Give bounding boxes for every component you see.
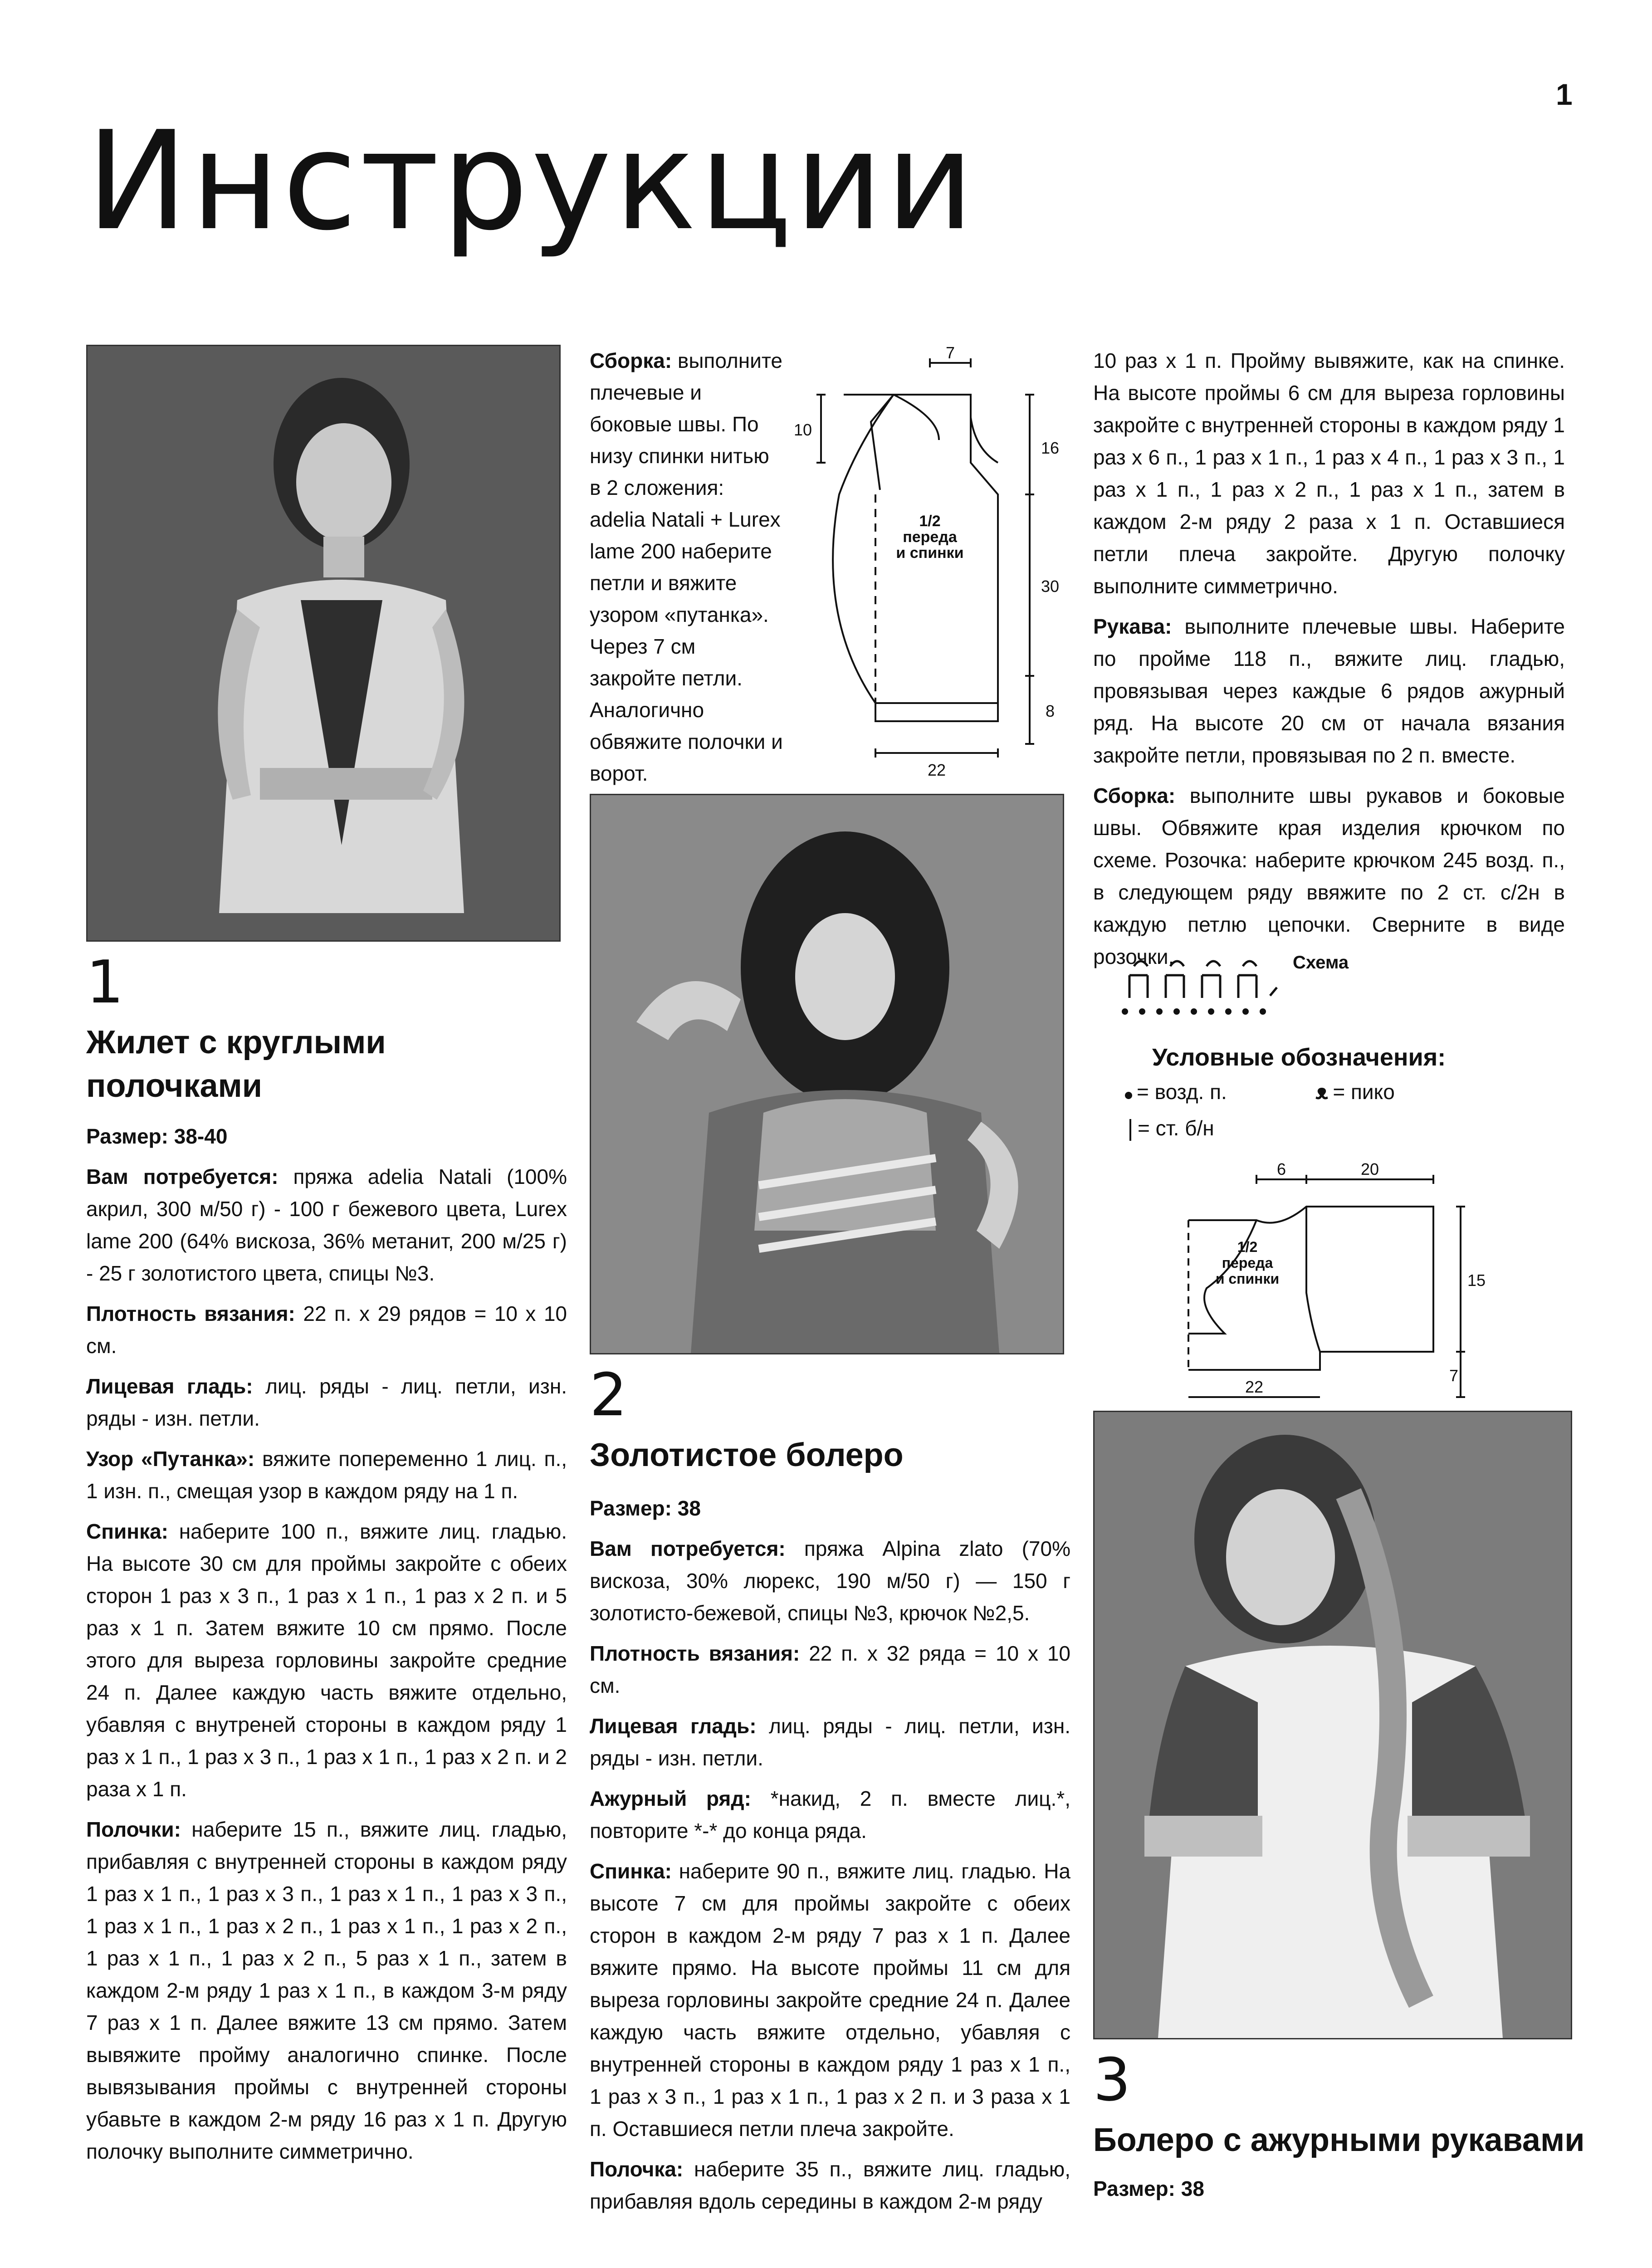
diagram-1-dim-left: 10 xyxy=(793,420,812,439)
diagram-1-dim-bottom: 22 xyxy=(927,761,946,779)
item-2-text xyxy=(590,1492,1070,2226)
chain-dot-icon xyxy=(1125,1092,1132,1099)
diagram-2-label-line3: и спинки xyxy=(1215,1271,1280,1287)
item-2-lace-text: *накид, 2 п. вместе лиц.*, повторите *-* до конца ряда. xyxy=(590,1787,1070,1843)
item-1-density-text: 22 п. х 29 рядов = 10 х 10 см. xyxy=(86,1302,567,1358)
diagram-1-label-line2: переда xyxy=(903,528,957,546)
picot-icon: ᴥ xyxy=(1315,1080,1329,1104)
page-number: 1 xyxy=(1556,78,1573,111)
legend-sc-text: = ст. б/н xyxy=(1138,1116,1214,1140)
photo-gold-bolero xyxy=(590,794,1064,1354)
item-3-size-value: 38 xyxy=(1175,2177,1204,2200)
diagram-1-dim-top: 7 xyxy=(945,345,955,362)
item-3-size-label: Размер: xyxy=(1093,2177,1175,2200)
item-1-text xyxy=(86,1120,567,2176)
item-2-number: 2 xyxy=(590,1360,627,1429)
item-2-density-text: 22 п. х 32 ряда = 10 х 10 см. xyxy=(590,1642,1071,1697)
item-2-front-continued: 10 раз х 1 п. Пройму вывяжите, как на спинке. На высоте проймы 6 см для выреза горловины закройте с внутренней стороны в каждом ряду 1 раз х 6 п., 1 раз х 1 п., 1 раз х 4 п., 1 раз х 3 п., 1 раз х 1 п., 1 раз х 2 п., 1 раз х 1 п., затем в каждом 2-м ряду 2 раза х 1 п. Оставшиеся петли плеча закройте. Другую полочку выполните симметрично. xyxy=(1093,349,1565,598)
item-2-sleeves-text: выполните плечевые швы. Наберите по пройме 118 п., вяжите лиц. гладью, провязывая через каждые 6 рядов ажурный ряд. На высоте 20 см от начала вязания закройте петли, провязывая по 2 п. вместе. xyxy=(1093,615,1565,767)
diagram-2-dim-top-left: 6 xyxy=(1276,1160,1286,1178)
item-1-title-line1: Жилет с круглыми xyxy=(86,1024,386,1061)
diagram-1-dim-right-upper: 16 xyxy=(1041,439,1060,457)
item-1-number: 1 xyxy=(86,948,124,1017)
diagram-1-label-line1: 1/2 xyxy=(919,513,941,530)
legend-sc xyxy=(1129,1116,1214,1141)
single-crochet-icon xyxy=(1129,1119,1131,1141)
page-title: Инструкции xyxy=(86,102,977,260)
diagram-1-dim-right-lower: 8 xyxy=(1045,702,1055,720)
item-1-size-value: 38-40 xyxy=(168,1124,228,1148)
diagram-1-label-line3: и спинки xyxy=(896,544,964,562)
diagram-2-dim-right-lower: 7 xyxy=(1449,1366,1459,1385)
diagram-2-dim-top-right: 20 xyxy=(1360,1160,1379,1178)
item-1-fronts-text: наберите 15 п., вяжите лиц. гладью, прибавляя с внутренней стороны в каждом ряду 1 раз х 1 п., 1 раз х 3 п., 1 раз х 1 п., 1 раз х 3 п., 1 раз х 1 п., 1 раз х 2 п., 1 раз х 1 п., 1 раз х 2 п., 1 раз х 1 п., 1 раз х 2 п., 5 раз х 1 п., затем в каждом 2-м ряду 1 раз х 1 п., в каждом 3-м ряду 7 раз х 1 п. Далее вяжите 13 см прямо. Затем вывяжите пройму аналогично спинке. После вывязывания проймы с внутренней стороны убавьте в каждом 2-м ряду 16 раз х 1 п. Другую полочку выполните симметрично. xyxy=(86,1818,567,2163)
item-2-back-label: Спинка: xyxy=(590,1859,672,1883)
photo-lace-sleeve-bolero xyxy=(1093,1411,1572,2039)
item-2-size-label: Размер: xyxy=(590,1496,672,1520)
item-2-front-text: наберите 35 п., вяжите лиц. гладью, прибавляя вдоль середины в каждом 2-м ряду xyxy=(590,2157,1070,2213)
item-2-continued xyxy=(1093,345,1565,981)
item-1-title-line2: полочками xyxy=(86,1068,263,1104)
schema-label: Схема xyxy=(1293,953,1349,973)
item-1-pattern-label: Узор «Путанка»: xyxy=(86,1447,255,1471)
item-1-fronts-label: Полочки: xyxy=(86,1818,181,1841)
photo-gold-bolero-illustration xyxy=(591,795,1063,1353)
item-1-stockinette-text: лиц. ряды - лиц. петли, изн. ряды - изн. петли. xyxy=(86,1374,567,1430)
item-2-materials-label: Вам потребуется: xyxy=(590,1537,786,1560)
diagram-bolero-pattern xyxy=(1179,1157,1488,1406)
crochet-schema xyxy=(1116,948,1297,1021)
item-1-assembly xyxy=(590,345,785,797)
item-1-pattern-text: вяжите попеременно 1 лиц. п., 1 изн. п., смещая узор в каждом ряду на 1 п. xyxy=(86,1447,567,1503)
item-1-materials-label: Вам потребуется: xyxy=(86,1165,279,1188)
item-1-title xyxy=(86,1021,567,1108)
photo-lace-sleeve-bolero-illustration xyxy=(1095,1412,1571,2038)
item-1-assembly-text: выполните плечевые и боковые швы. По низу спинки нитью в 2 сложения: adelia Natali + Lurex lame 200 наберите петли и вяжите узором «путанка». Через 7 см закройте петли. Аналогично обвяжите полочки и ворот. xyxy=(590,349,783,785)
item-2-front-label: Полочка: xyxy=(590,2157,684,2181)
item-2-stockinette-text: лиц. ряды - лиц. петли, изн. ряды - изн. петли. xyxy=(590,1714,1071,1770)
diagram-1-dim-right-mid: 30 xyxy=(1041,577,1060,596)
diagram-2-label-line2: переда xyxy=(1222,1255,1273,1271)
photo-vest xyxy=(86,345,561,942)
item-2-materials-text: пряжа Alpina zlato (70% вискоза, 30% люрекс, 190 м/50 г) — 150 г золотисто-бежевой, спицы №3, крючок №2,5. xyxy=(590,1537,1070,1625)
item-3-title: Болеро с ажурными рукавами xyxy=(1093,2122,1585,2158)
item-2-size-value: 38 xyxy=(671,1496,701,1520)
item-2-title: Золотистое болеро xyxy=(590,1437,904,1473)
item-1-back-label: Спинка: xyxy=(86,1520,168,1543)
diagram-2-label-line1: 1/2 xyxy=(1237,1239,1258,1255)
photo-vest-illustration xyxy=(88,346,559,940)
legend-picot xyxy=(1315,1080,1395,1104)
legend-chain-text: = возд. п. xyxy=(1137,1080,1227,1104)
item-2-assembly-text: выполните швы рукавов и боковые швы. Обвяжите края изделия крючком по схеме. Розочка: наберите крючком 245 возд. п., в следующем ряду ввяжите по 2 ст. с/2н в каждую петлю цепочки. Сверните в виде розочки. xyxy=(1093,784,1565,968)
legend-title: Условные обозначения: xyxy=(1152,1044,1446,1071)
item-2-density-label: Плотность вязания: xyxy=(590,1642,800,1665)
item-2-back-text: наберите 90 п., вяжите лиц. гладью. На высоте 7 см для проймы закройте с обеих сторон в каждом 2-м ряду 7 раз х 1 п. Далее вяжите прямо. На высоте проймы 11 см для выреза горловины закройте средние 24 п. Далее каждую часть вяжите отдельно, убавляя с внутренней стороны в каждом ряду 1 раз х 1 п., 1 раз х 3 п., 1 раз х 1 п., 1 раз х 2 п. и 3 раза х 1 п. Оставшиеся петли плеча закройте. xyxy=(590,1859,1070,2141)
item-1-stockinette-label: Лицевая гладь: xyxy=(86,1374,253,1398)
item-3-text xyxy=(1093,2173,1565,2213)
item-3-number: 3 xyxy=(1093,2045,1131,2114)
diagram-2-dim-bottom: 22 xyxy=(1245,1378,1264,1396)
item-1-assembly-label: Сборка: xyxy=(590,349,672,372)
item-1-back-text: наберите 100 п., вяжите лиц. гладью. На высоте 30 см для проймы закройте с обеих сторон 1 раз х 3 п., 1 раз х 1 п., 1 раз х 2 п. и 5 раз х 1 п. Затем вяжите 10 см прямо. После этого для выреза горловины закройте средние 24 п. Далее каждую часть вяжите отдельно, убавляя с внутреней стороны в каждом ряду 1 раз х 1 п., 1 раз х 3 п., 1 раз х 1 п., 1 раз х 2 п. и 2 раза х 1 п. xyxy=(86,1520,567,1801)
legend-picot-text: = пико xyxy=(1333,1080,1395,1104)
item-1-materials-text: пряжа adelia Natali (100% акрил, 300 м/50 г) - 100 г бежевого цвета, Lurex lame 200 (64% вискоза, 36% метанит, 200 м/25 г) - 25 г золотистого цвета, спицы №3. xyxy=(86,1165,567,1285)
legend-chain xyxy=(1125,1080,1227,1104)
item-2-sleeves-label: Рукава: xyxy=(1093,615,1172,638)
item-2-stockinette-label: Лицевая гладь: xyxy=(590,1714,757,1738)
diagram-vest-pattern xyxy=(789,345,1070,780)
item-2-assembly-label: Сборка: xyxy=(1093,784,1176,807)
diagram-2-dim-right-upper: 15 xyxy=(1467,1271,1486,1290)
item-2-lace-label: Ажурный ряд: xyxy=(590,1787,751,1810)
item-1-size-label: Размер: xyxy=(86,1124,168,1148)
item-1-density-label: Плотность вязания: xyxy=(86,1302,295,1325)
